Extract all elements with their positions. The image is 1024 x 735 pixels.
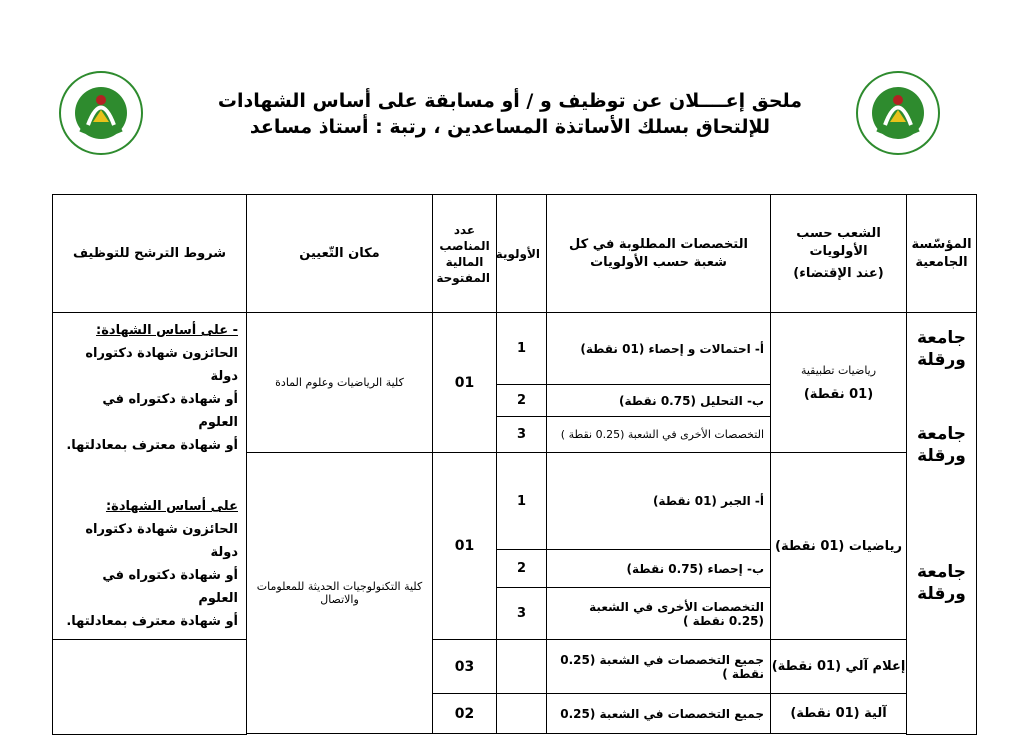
count-cell: 02 xyxy=(433,694,497,734)
branch-cell xyxy=(771,313,907,453)
header-count: عدد المناصب المالية المفتوحة xyxy=(433,195,497,313)
conditions-line: الحائزون شهادة دكتوراه دولة xyxy=(85,522,238,560)
priority-cell xyxy=(497,640,547,694)
conditions-heading: - على أساس الشهادة: xyxy=(96,323,238,338)
table-header-row xyxy=(53,195,977,313)
table-row xyxy=(53,640,977,694)
conditions-block xyxy=(53,489,246,639)
specialty-cell: جميع التخصصات في الشعبة (0.25 نقطة ) xyxy=(547,640,771,694)
branch-name: رياضيات تطبيقية xyxy=(800,363,877,377)
conditions-line: أو شهادة معترف بمعادلتها. xyxy=(66,614,238,629)
place-cell: كلية التكنولوجيات الحديثة للمعلومات والاتصال xyxy=(247,453,433,734)
institution-name: جامعة ورقلة xyxy=(916,424,967,466)
specialty-cell: التخصصات الأخرى في الشعبة (0.25 نقطة ) xyxy=(547,417,771,453)
conditions-heading: على أساس الشهادة: xyxy=(105,499,238,514)
priority-cell xyxy=(497,694,547,734)
title-line-1: ملحق إعــــلان عن توظيف و / أو مسابقة على أساس الشهادات xyxy=(217,90,803,112)
conditions-line: أو شهادة دكتوراه في العلوم xyxy=(102,568,238,606)
institution-name: جامعة ورقلة xyxy=(916,328,967,370)
institution-cell xyxy=(907,313,977,735)
specialty-cell: ب- إحصاء (0.75 نقطة) xyxy=(547,550,771,588)
header-institution: المؤسّسة الجامعية xyxy=(907,195,977,313)
header-specialties: التخصصات المطلوبة في كل شعبة حسب الأولويات xyxy=(547,195,771,313)
header-priority: الأولوية xyxy=(497,195,547,313)
branch-cell xyxy=(771,694,907,734)
header-branch-note: (عند الإقتضاء) xyxy=(793,265,884,281)
branch-name: آلية (01 نقطة) xyxy=(790,706,887,721)
branch-name: رياضيات (01 نقطة) xyxy=(775,538,902,554)
specialty-cell: أ- الجبر (01 نقطة) xyxy=(547,453,771,550)
document-title xyxy=(200,88,820,140)
conditions-line: الحائزون شهادة دكتوراه دولة xyxy=(85,346,238,384)
branch-cell xyxy=(771,640,907,694)
conditions-line: أو شهادة دكتوراه في العلوم xyxy=(102,392,238,430)
university-logo-left xyxy=(58,70,144,156)
institution-name: جامعة ورقلة xyxy=(916,562,967,604)
branch-cell xyxy=(771,453,907,640)
priority-cell: 1 xyxy=(497,453,547,550)
count-cell: 03 xyxy=(433,640,497,694)
specialty-cell: أ- احتمالات و إحصاء (01 نقطة) xyxy=(547,313,771,385)
conditions-block xyxy=(53,313,246,463)
priority-cell: 2 xyxy=(497,385,547,417)
priority-cell: 1 xyxy=(497,313,547,385)
branch-points: (01 نقطة) xyxy=(803,386,874,402)
header-branch xyxy=(771,195,907,313)
count-cell: 01 xyxy=(433,453,497,640)
conditions-line: أو شهادة معترف بمعادلتها. xyxy=(66,438,238,453)
header-conditions: شروط الترشح للتوظيف xyxy=(53,195,247,313)
priority-cell: 3 xyxy=(497,417,547,453)
priority-cell: 3 xyxy=(497,588,547,640)
specialty-cell: ب- التحليل (0.75 نقطة) xyxy=(547,385,771,417)
specialty-cell: التخصصات الأخرى في الشعبة (0.25 نقطة ) xyxy=(547,588,771,640)
table-row xyxy=(53,313,977,385)
positions-table xyxy=(52,194,977,735)
title-line-2: للإلتحاق بسلك الأساتذة المساعدين ، رتبة : أستاذ مساعد xyxy=(249,116,771,138)
header-place: مكان التّعيين xyxy=(247,195,433,313)
specialty-cell: جميع التخصصات في الشعبة (0.25 xyxy=(547,694,771,734)
university-logo-right xyxy=(855,70,941,156)
branch-name: إعلام آلي (01 نقطة) xyxy=(771,659,906,674)
place-cell: كلية الرياضيات وعلوم المادة xyxy=(247,313,433,453)
conditions-cell xyxy=(53,313,247,640)
priority-cell: 2 xyxy=(497,550,547,588)
spacer-cell xyxy=(247,734,907,735)
conditions-cell-empty xyxy=(53,640,247,735)
header-branch-label: الشعب حسب الأولويات xyxy=(796,225,881,259)
count-cell: 01 xyxy=(433,313,497,453)
